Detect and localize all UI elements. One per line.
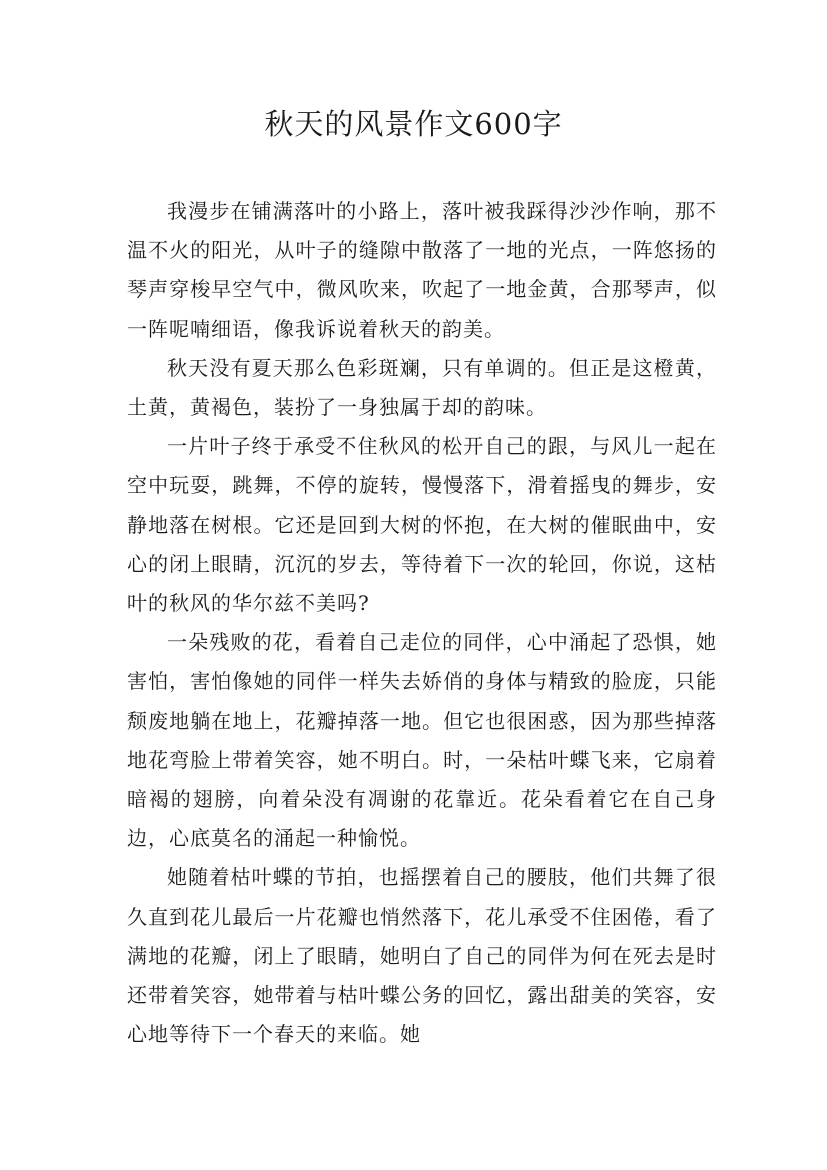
paragraph-2: 秋天没有夏天那么色彩斑斓，只有单调的。但正是这橙黄，土黄，黄褐色，装扮了一身独属于却的韵味。 — [127, 355, 717, 420]
paragraph-3: 一片叶子终于承受不住秋风的松开自己的跟，与风儿一起在空中玩耍，跳舞，不停的旋转，慢慢落下，滑着摇曳的舞步，安静地落在树根。它还是回到大树的怀抱，在大树的催眠曲中，安心的闭上眼睛，沉沉的岁去，等待着下一次的轮回，你说，这枯叶的秋风的华尔兹不美吗? — [127, 434, 717, 616]
document-title: 秋天的风景作文600字 — [264, 107, 563, 141]
paragraph-1: 我漫步在铺满落叶的小路上，落叶被我踩得沙沙作响，那不温不火的阳光，从叶子的缝隙中散落了一地的光点，一阵悠扬的琴声穿梭早空气中，微风吹来，吹起了一地金黄，合那琴声，似一阵呢喃细语，像我诉说着秋天的韵美。 — [127, 199, 717, 341]
paragraph-5: 她随着枯叶蝶的节拍，也摇摆着自己的腰肢，他们共舞了很久直到花儿最后一片花瓣也悄然落下，花儿承受不住困倦，看了满地的花瓣，闭上了眼睛，她明白了自己的同伴为何在死去是时还带着笑容，她带着与枯叶蝶公务的回忆，露出甜美的笑容，安心地等待下一个春天的来临。她 — [127, 865, 717, 1047]
document-body — [127, 192, 717, 1054]
paragraph-4: 一朵残败的花，看着自己走位的同伴，心中涌起了恐惧，她害怕，害怕像她的同伴一样失去娇俏的身体与精致的脸庞，只能颓废地躺在地上，花瓣掉落一地。但它也很困惑，因为那些掉落地花弯脸上带着笑容，她不明白。时，一朵枯叶蝶飞来，它扇着暗褐的翅膀，向着朵没有凋谢的花靠近。花朵看着它在自己身边，心底莫名的涌起一种愉悦。 — [127, 630, 717, 851]
